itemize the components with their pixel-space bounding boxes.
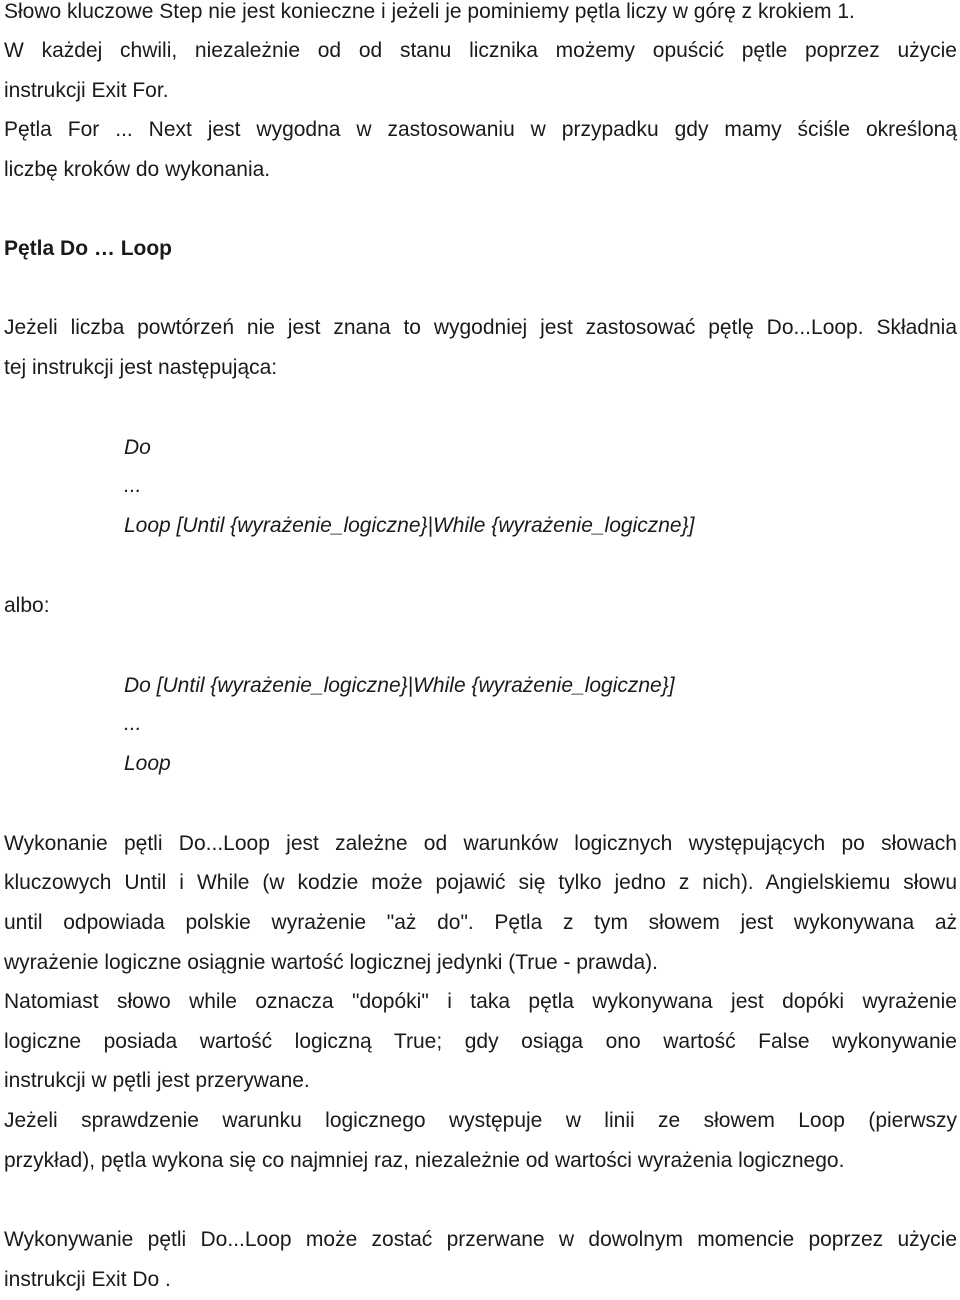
check-note-line-2: przykład), pętla wykona się co najmniej raz, niezależnie od wartości wyrażenia logicznego.: [4, 1149, 845, 1172]
execution-line-4: wyrażenie logiczne osiągnie wartość logicznej jedynki (True - prawda).: [4, 951, 659, 974]
step-note-line-2: W każdej chwili, niezależnie od od stanu licznika możemy opuścić pętle poprzez użycie: [4, 39, 957, 62]
syntax1-line-1: Do: [124, 436, 151, 459]
syntax2-line-3: Loop: [124, 752, 171, 775]
do-loop-intro-line-1: Jeżeli liczba powtórzeń nie jest znana to wygodniej jest zastosować pętlę Do...Loop. Składnia: [4, 316, 957, 339]
check-note-line-1: Jeżeli sprawdzenie warunku logicznego występuje w linii ze słowem Loop (pierwszy: [4, 1109, 957, 1132]
while-note-line-3: instrukcji w pętli jest przerywane.: [4, 1069, 310, 1092]
syntax1-line-2: ...: [124, 474, 142, 497]
syntax2-line-1: Do [Until {wyrażenie_logiczne}|While {wyrażenie_logiczne}]: [124, 674, 675, 697]
execution-line-1: Wykonanie pętli Do...Loop jest zależne od warunków logicznych występujących po słowach: [4, 832, 957, 855]
section-heading: Pętla Do … Loop: [4, 237, 172, 260]
syntax2-line-2: ...: [124, 712, 142, 735]
while-note-line-2: logiczne posiada wartość logiczną True; gdy osiąga ono wartość False wykonywanie: [4, 1030, 957, 1053]
exit-note-line-2: instrukcji Exit Do .: [4, 1268, 171, 1291]
step-note-line-3: instrukcji Exit For.: [4, 79, 169, 102]
for-next-note-line-2: liczbę kroków do wykonania.: [4, 158, 271, 181]
albo-label: albo:: [4, 594, 50, 617]
execution-line-2: kluczowych Until i While (w kodzie może pojawić się tylko jedno z nich). Angielskiemu słowu: [4, 871, 957, 894]
for-next-note-line-1: Pętla For ... Next jest wygodna w zastosowaniu w przypadku gdy mamy ściśle określoną: [4, 118, 957, 141]
exit-note-line-1: Wykonywanie pętli Do...Loop może zostać przerwane w dowolnym momencie poprzez użycie: [4, 1228, 957, 1251]
step-note-line-1: Słowo kluczowe Step nie jest konieczne i jeżeli je pominiemy pętla liczy w górę z krokiem 1.: [4, 0, 855, 23]
while-note-line-1: Natomiast słowo while oznacza "dopóki" i taka pętla wykonywana jest dopóki wyrażenie: [4, 990, 957, 1013]
do-loop-intro-line-2: tej instrukcji jest następująca:: [4, 356, 278, 379]
execution-line-3: until odpowiada polskie wyrażenie "aż do". Pętla z tym słowem jest wykonywana aż: [4, 911, 957, 934]
syntax1-line-3: Loop [Until {wyrażenie_logiczne}|While {wyrażenie_logiczne}]: [124, 514, 695, 537]
